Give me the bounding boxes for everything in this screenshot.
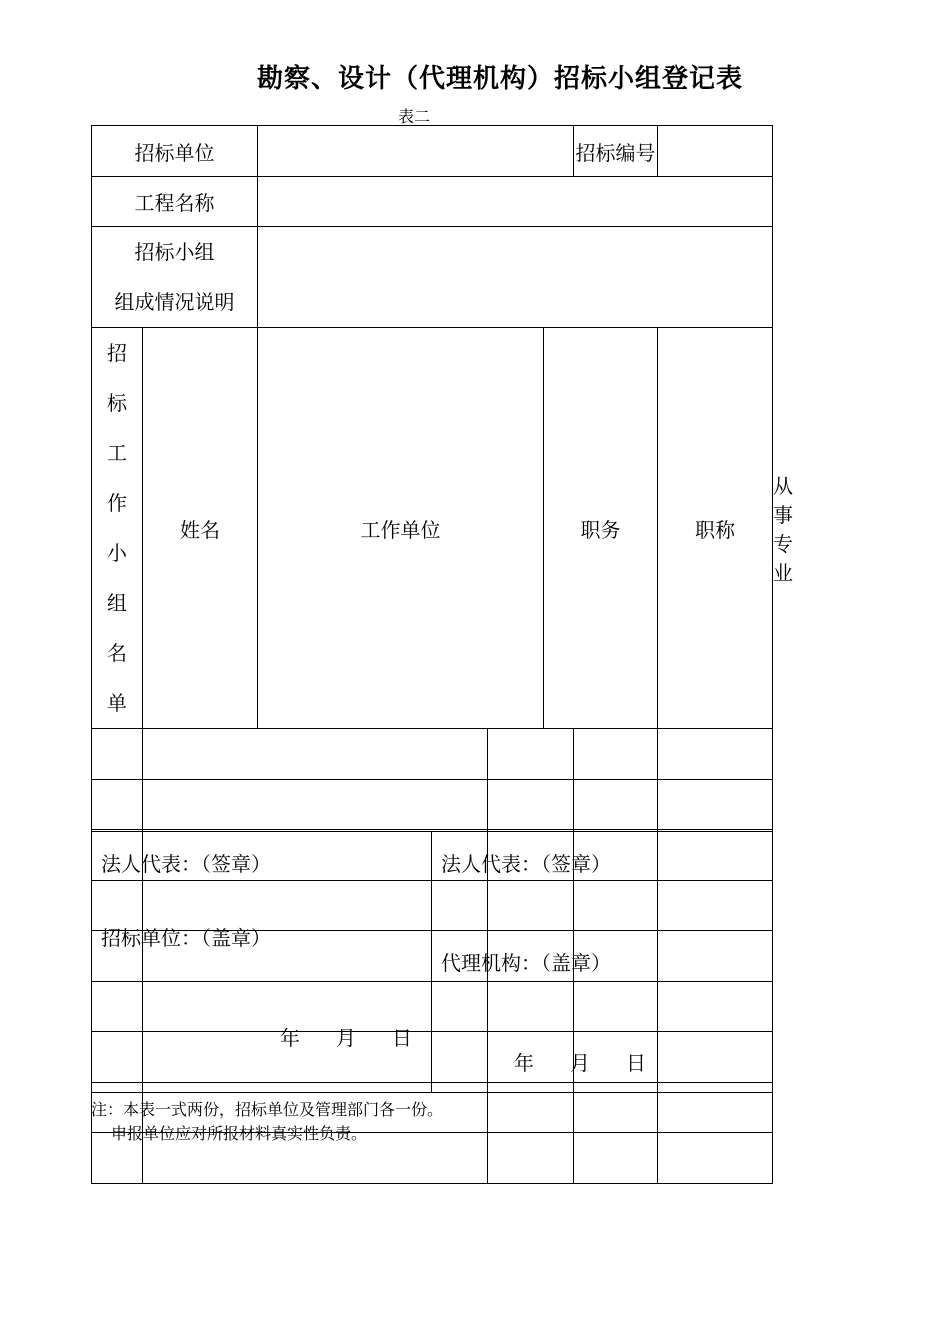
member-name-cell[interactable] bbox=[92, 729, 143, 780]
member-specialty-cell[interactable] bbox=[658, 729, 773, 780]
bid-no-field[interactable] bbox=[658, 126, 773, 177]
project-name-field[interactable] bbox=[258, 177, 773, 227]
group-desc-field[interactable] bbox=[258, 227, 773, 328]
group-desc-label bbox=[92, 227, 258, 328]
col-header-position: 职务 bbox=[544, 328, 658, 729]
bid-unit-field[interactable] bbox=[258, 126, 574, 177]
col-header-title: 职称 bbox=[658, 328, 773, 729]
signature-left-cell bbox=[92, 832, 432, 1093]
member-title-cell[interactable] bbox=[574, 729, 658, 780]
form-subtitle: 表二 bbox=[398, 107, 431, 126]
signature-right-cell bbox=[432, 832, 773, 1093]
member-section-char: 小 bbox=[107, 541, 127, 565]
member-header-row: 招 标 工 作 小 组 名 单 姓名 工作单位 职务 职称 从事专业 bbox=[92, 328, 773, 729]
footnote-line-1: 注：本表一式两份，招标单位及管理部门各一份。 bbox=[91, 1100, 444, 1119]
col-header-name: 姓名 bbox=[143, 328, 258, 729]
member-position-cell[interactable] bbox=[488, 780, 574, 830]
member-title-cell[interactable] bbox=[574, 780, 658, 830]
legal-rep-signature-right: 法人代表：（签章） bbox=[441, 852, 611, 876]
member-work-unit-cell[interactable] bbox=[143, 780, 488, 830]
date-year-right: 年 bbox=[514, 1051, 534, 1075]
project-name-label: 工程名称 bbox=[92, 177, 258, 227]
date-month-left: 月 bbox=[336, 1026, 356, 1050]
member-section-label bbox=[92, 328, 143, 729]
date-day-left: 日 bbox=[392, 1026, 412, 1050]
member-section-char: 组 bbox=[107, 591, 127, 615]
agency-seal: 代理机构：（盖章） bbox=[441, 951, 611, 975]
page-title: 勘察、设计（代理机构）招标小组登记表 bbox=[256, 64, 743, 94]
member-section-char: 名 bbox=[107, 641, 127, 665]
member-section-char: 工 bbox=[107, 441, 127, 465]
bid-no-label: 招标编号 bbox=[574, 126, 658, 177]
member-section-char: 作 bbox=[107, 491, 127, 515]
member-section-char: 单 bbox=[107, 691, 127, 715]
table-row bbox=[92, 729, 773, 780]
member-title-cell[interactable] bbox=[574, 1133, 658, 1184]
member-position-cell[interactable] bbox=[488, 1133, 574, 1184]
bid-unit-label: 招标单位 bbox=[92, 126, 258, 177]
member-work-unit-cell[interactable] bbox=[143, 729, 488, 780]
member-position-cell[interactable] bbox=[488, 729, 574, 780]
bid-unit-seal: 招标单位：（盖章） bbox=[101, 926, 271, 950]
group-desc-label-line1: 招标小组 bbox=[134, 240, 215, 264]
member-name-cell[interactable] bbox=[92, 780, 143, 830]
date-month-right: 月 bbox=[570, 1051, 590, 1075]
footnote bbox=[91, 1098, 443, 1146]
member-section-char: 标 bbox=[107, 391, 127, 415]
group-desc-label-line2: 组成情况说明 bbox=[114, 290, 235, 314]
footnote-line-2: 申报单位应对所报材料真实性负责。 bbox=[111, 1124, 368, 1143]
col-header-work-unit: 工作单位 bbox=[258, 328, 544, 729]
table-row bbox=[92, 780, 773, 830]
member-specialty-cell[interactable] bbox=[658, 1133, 773, 1184]
date-year-left: 年 bbox=[280, 1026, 300, 1050]
date-day-right: 日 bbox=[626, 1051, 646, 1075]
signature-table bbox=[91, 831, 773, 1093]
member-section-char: 招 bbox=[107, 341, 127, 365]
member-specialty-cell[interactable] bbox=[658, 780, 773, 830]
legal-rep-signature-left: 法人代表：（签章） bbox=[101, 852, 271, 876]
